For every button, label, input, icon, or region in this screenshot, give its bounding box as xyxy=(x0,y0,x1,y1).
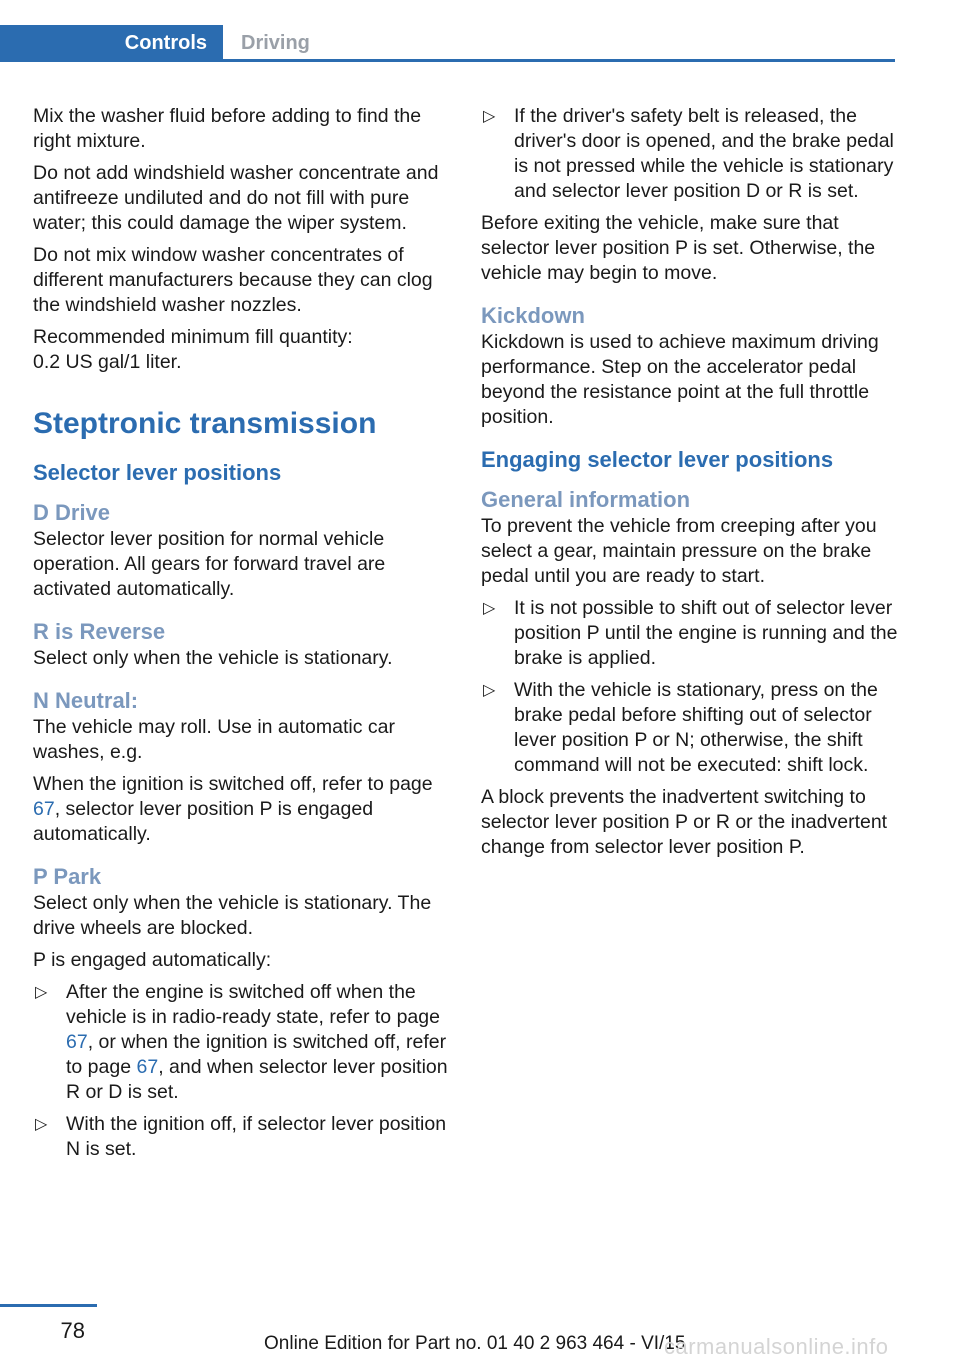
list-item xyxy=(33,980,449,1105)
paragraph: Kickdown is used to achieve maximum driving performance. Step on the accelerator pedal beyond the resistance point at the full throttle position. xyxy=(481,331,879,428)
heading-neutral: N Neutral: xyxy=(33,688,139,713)
heading-drive: D Drive xyxy=(33,500,111,525)
page-link[interactable]: 67 xyxy=(136,1056,159,1078)
text: After the engine is switched off when the vehicle is in radio-ready state, refer to page xyxy=(66,981,440,1028)
heading-selector-positions: Selector lever positions xyxy=(33,460,282,485)
heading-general-information: General information xyxy=(481,487,691,512)
tab-driving[interactable]: Driving xyxy=(241,32,310,54)
list-item xyxy=(481,678,899,778)
paragraph: A block prevents the inadvertent switching to selector lever position P or R or the inadvertent change from selector lever position P. xyxy=(481,786,888,858)
paragraph xyxy=(33,772,449,847)
triangle-bullet-icon: ▷ xyxy=(35,1116,48,1133)
chapter-tab-bar xyxy=(0,25,895,62)
page-link[interactable]: 67 xyxy=(33,798,55,820)
paragraph: The vehicle may roll. Use in automatic car washes, e.g. xyxy=(33,716,395,763)
paragraph: Before exiting the vehicle, make sure that selector lever position P is set. Otherwise, the vehicle may begin to move. xyxy=(481,212,876,284)
triangle-bullet-icon: ▷ xyxy=(483,682,496,699)
page-link[interactable]: 67 xyxy=(66,1031,88,1053)
heading-kickdown: Kickdown xyxy=(481,303,585,328)
fill-quantity-label: Recommended minimum fill quantity: xyxy=(33,326,353,348)
list-item xyxy=(481,596,899,671)
page-number: 78 xyxy=(60,1318,85,1343)
tab-controls[interactable]: Controls xyxy=(0,25,223,62)
paragraph: P is engaged automatically: xyxy=(33,949,272,971)
triangle-bullet-icon: ▷ xyxy=(35,984,48,1001)
footer-rule xyxy=(0,1304,97,1307)
text: If the driver's safety belt is released, the driver's door is opened, and the brake pedal is not pressed while the vehicle is stationary and selector lever position D or R is set. xyxy=(514,105,894,202)
watermark: carmanualsonline.info xyxy=(664,1334,889,1359)
right-column xyxy=(481,104,899,867)
text: It is not possible to shift out of selector lever position P until the engine is running and the brake is applied. xyxy=(514,597,898,669)
text: With the ignition off, if selector lever position N is set. xyxy=(66,1113,447,1160)
heading-park: P Park xyxy=(33,864,102,889)
text: With the vehicle is stationary, press on the brake pedal before shifting out of selector lever position P or N; otherwise, the shift command will not be executed: shift lock. xyxy=(514,679,878,776)
paragraph: Do not mix window washer concentrates of different manufacturers because they can clog the windshield washer nozzles. xyxy=(33,244,433,316)
fill-quantity-value: 0.2 US gal/1 liter. xyxy=(33,351,182,373)
paragraph: Mix the washer fluid before adding to find the right mixture. xyxy=(33,105,422,152)
text: When the ignition is switched off, refer to page xyxy=(33,773,433,795)
paragraph: Do not add windshield washer concentrate and antifreeze undiluted and do not fill with pure water; this could damage the wiper system. xyxy=(33,162,439,234)
text: , selector lever position P is engaged automatically. xyxy=(33,798,374,845)
heading-steptronic: Steptronic transmission xyxy=(33,407,377,440)
text: , and when selector lever position R or D is set. xyxy=(66,1056,448,1103)
paragraph: To prevent the vehicle from creeping after you select a gear, maintain pressure on the brake pedal until you are ready to start. xyxy=(481,515,877,587)
paragraph: Selector lever position for normal vehicle operation. All gears for forward travel are activated automatically. xyxy=(33,528,386,600)
edition-note: Online Edition for Part no. 01 40 2 963 464 - VI/15 xyxy=(264,1333,686,1354)
heading-reverse: R is Reverse xyxy=(33,619,166,644)
triangle-bullet-icon: ▷ xyxy=(483,600,496,617)
text: , or when the ignition is switched off, refer to page xyxy=(66,1031,447,1078)
heading-engaging: Engaging selector lever positions xyxy=(481,447,834,472)
tab-underline xyxy=(0,59,895,62)
triangle-bullet-icon: ▷ xyxy=(483,108,496,125)
list-item xyxy=(33,1112,449,1162)
left-column xyxy=(33,104,449,1169)
paragraph-fill-quantity xyxy=(33,325,449,375)
paragraph: Select only when the vehicle is stationary. xyxy=(33,647,393,669)
list-item xyxy=(481,104,899,204)
paragraph: Select only when the vehicle is stationary. The drive wheels are blocked. xyxy=(33,892,432,939)
